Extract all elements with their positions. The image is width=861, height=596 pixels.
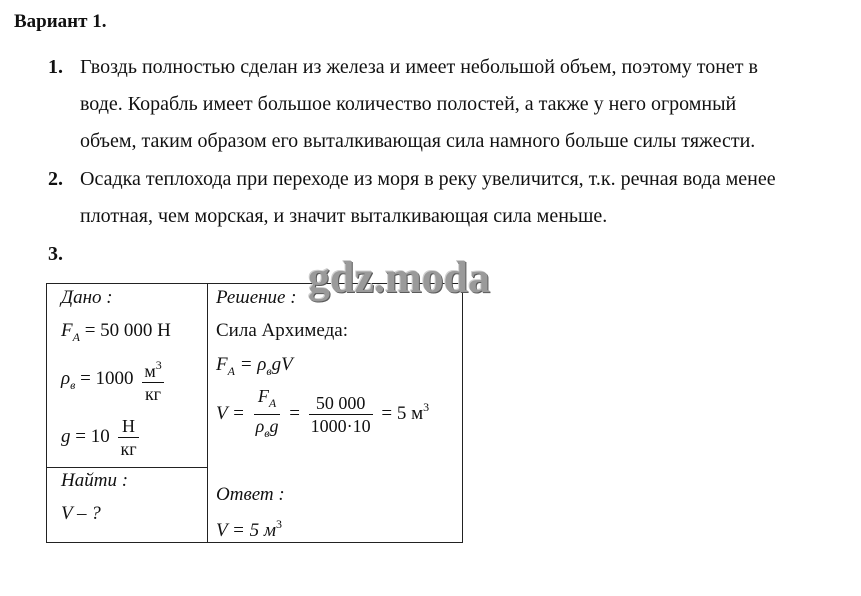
answer-expression: V = 5 $м^3$ — [216, 517, 282, 541]
given-density: $\rho_в = 1000$ $\frac{м^3}{кг}$ — [61, 354, 168, 405]
given-gravity: g = 10 $\frac{Н}{кг}$ — [61, 416, 137, 459]
table-divider-vertical — [207, 284, 208, 542]
volume-fraction-symbolic: $\frac{F_A}{\rho_вg}$ — [255, 386, 279, 440]
variant-heading: Вариант 1. — [14, 11, 107, 32]
archimedes-formula: $F_A = \rho_вgV$ — [216, 354, 293, 378]
find-header: Найти : — [61, 470, 129, 491]
gravity-unit-fraction: $\frac{Н}{кг}$ — [120, 416, 137, 459]
text-line: плотная, чем морская, и значит выталкивающая сила меньше. — [80, 205, 608, 227]
given-header: Дано : — [61, 287, 113, 308]
volume-fraction-numeric: $\frac{50 000}{1000\cdot 10}$ — [310, 393, 371, 436]
text-line: Осадка теплохода при переходе из моря в реку увеличится, т.к. речная вода менее — [80, 168, 776, 190]
density-unit-fraction: $\frac{м^3}{кг}$ — [144, 358, 162, 404]
text-line: воде. Корабль имеет большое количество полостей, а также у него огромный — [80, 93, 737, 115]
item-number: 2. — [48, 168, 63, 190]
answer-header: Ответ : — [216, 484, 285, 505]
text-line: объем, таким образом его выталкивающая сила намного больше силы тяжести. — [80, 130, 756, 152]
volume-formula: V = $\frac{F_A}{\rho_вg}$ = $\frac{50 000}{1000\cdot 10}$ = 5 $м^3$ — [216, 385, 429, 444]
item-text — [80, 49, 860, 160]
solution-law: Сила Архимеда: — [216, 320, 348, 341]
item-number: 1. — [48, 56, 63, 78]
watermark-logo: gdz.moda — [308, 253, 491, 302]
item-number: 3. — [48, 243, 63, 265]
table-divider-horizontal — [47, 467, 207, 468]
solution-table — [46, 283, 463, 543]
solution-header: Решение : — [216, 287, 297, 308]
item-text — [80, 161, 861, 235]
given-force: $F_A = 50$ 000 Н — [61, 320, 171, 344]
find-expression: V – ? — [61, 503, 101, 524]
text-line: Гвоздь полностью сделан из железа и имеет небольшой объем, поэтому тонет в — [80, 56, 758, 78]
